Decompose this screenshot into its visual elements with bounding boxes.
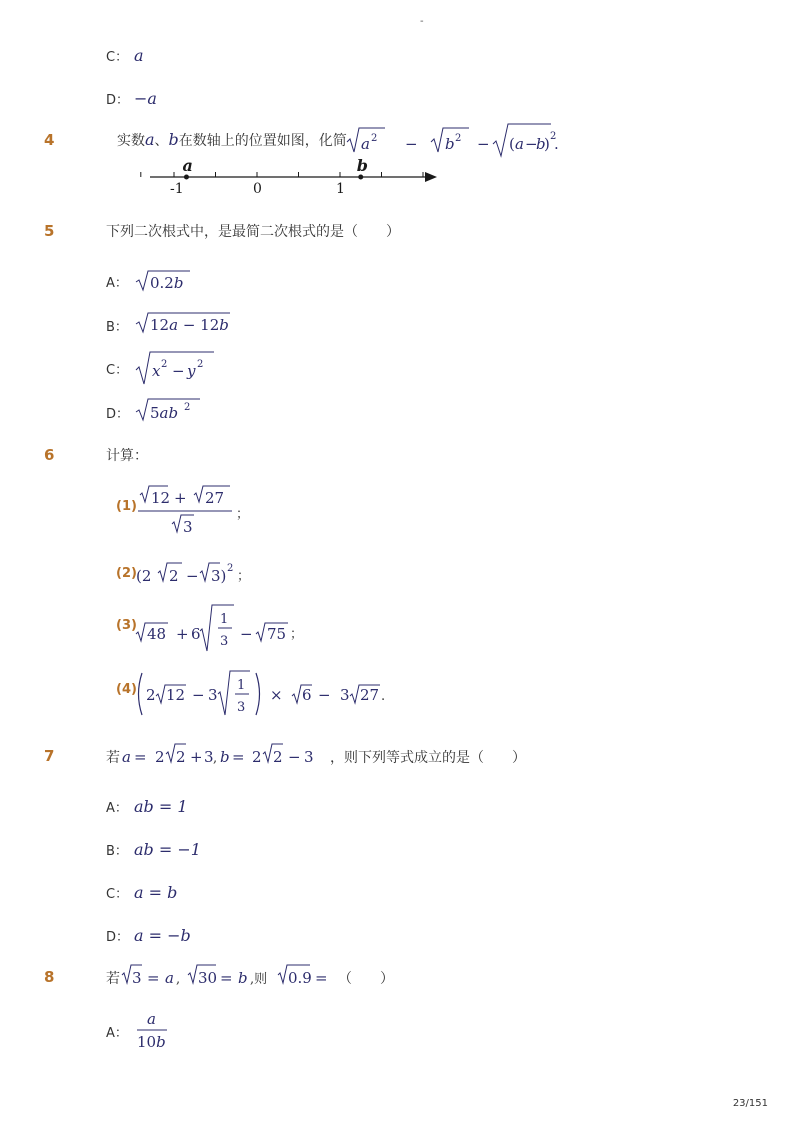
svg-text:): ) — [544, 135, 550, 153]
number-line-point-b — [358, 175, 363, 180]
q6-part-4-math — [134, 667, 394, 721]
svg-text:2: 2 — [550, 131, 557, 142]
svg-text:+: + — [190, 748, 203, 766]
svg-text:−: − — [192, 686, 205, 704]
option-label: A： — [106, 276, 128, 291]
q6-part-label: (3) — [116, 618, 137, 633]
svg-text:+: + — [174, 489, 187, 507]
q5-option-b-math — [134, 310, 234, 336]
option-label: D： — [106, 407, 130, 422]
q6-part-label: (1) — [116, 499, 137, 514]
svg-text:b: b — [238, 969, 248, 987]
option-math: −a — [134, 89, 157, 108]
svg-text:3: 3 — [340, 686, 350, 704]
svg-text:−: − — [240, 625, 253, 643]
svg-text:3: 3 — [304, 748, 314, 766]
svg-text:=: = — [315, 969, 328, 987]
option-label: A： — [106, 801, 128, 816]
svg-text:x: x — [152, 362, 161, 380]
number-line-point-label: b — [356, 156, 368, 175]
option-label: D： — [106, 93, 130, 108]
svg-text:b: b — [220, 748, 230, 766]
option-math: a = b — [134, 883, 178, 902]
svg-text:2: 2 — [155, 748, 165, 766]
svg-text:a: a — [361, 135, 370, 153]
q4-formula — [345, 122, 559, 158]
svg-text:b: b — [445, 135, 455, 153]
svg-text:−: − — [288, 748, 301, 766]
svg-text:b: b — [536, 135, 546, 153]
option-math: ab = −1 — [134, 840, 201, 859]
question-number: 7 — [44, 747, 55, 765]
svg-text:−: − — [477, 135, 490, 153]
q8-condition-math — [120, 958, 342, 990]
option-d-prev[interactable] — [106, 89, 157, 108]
number-line-label: 1 — [336, 181, 345, 197]
svg-text:3: 3 — [132, 969, 142, 987]
option-math: a = −b — [134, 926, 191, 945]
svg-text:y: y — [187, 362, 196, 380]
option-label: B： — [106, 844, 128, 859]
svg-text:5ab: 5ab — [150, 404, 179, 422]
q4-text-mid: 在数轴上的位置如图，化简 — [178, 133, 347, 149]
svg-text:27: 27 — [205, 489, 225, 507]
q7-condition-math — [120, 738, 332, 768]
svg-text:−: − — [525, 135, 538, 153]
option-label: A： — [106, 1026, 128, 1041]
q7-option-a[interactable] — [106, 797, 188, 816]
svg-text:2: 2 — [184, 402, 191, 413]
svg-text:3: 3 — [237, 700, 246, 715]
svg-text:1: 1 — [237, 678, 246, 693]
number-line-point-label: a — [182, 156, 193, 175]
svg-text:6: 6 — [302, 686, 312, 704]
svg-text:.: . — [381, 689, 386, 704]
svg-text:3: 3 — [208, 686, 218, 704]
option-label: C： — [106, 50, 129, 65]
q5-option-a[interactable] — [106, 272, 134, 291]
page-indicator: 23/151 — [732, 1098, 768, 1109]
q6-part-2-math — [134, 557, 252, 587]
svg-text:a: a — [147, 1010, 156, 1028]
svg-text:2: 2 — [455, 133, 462, 144]
svg-text:×: × — [270, 686, 283, 704]
svg-text:48: 48 — [147, 625, 167, 643]
svg-text:12a − 12b: 12a − 12b — [150, 316, 229, 334]
number-line — [140, 158, 445, 200]
q8-text-pre: 若 — [106, 971, 120, 987]
option-label: C： — [106, 363, 129, 378]
svg-text:,: , — [213, 751, 218, 766]
svg-text:=: = — [134, 748, 147, 766]
number-line-label: -1 — [170, 181, 184, 197]
q5-option-a-math — [134, 268, 194, 294]
svg-text:2: 2 — [146, 686, 156, 704]
q4-sep: 、 — [154, 133, 169, 149]
svg-text:−: − — [172, 362, 185, 380]
svg-text:2: 2 — [176, 748, 186, 766]
svg-text:3: 3 — [220, 634, 229, 649]
svg-text:−: − — [405, 135, 418, 153]
option-label: C： — [106, 887, 129, 902]
q4-var-b: b — [168, 130, 179, 149]
svg-text:(: ( — [509, 135, 515, 153]
option-c-prev[interactable] — [106, 46, 144, 65]
q7-option-b[interactable] — [106, 840, 201, 859]
q5-option-d-math — [134, 396, 204, 424]
svg-text:,则: ,则 — [250, 972, 268, 987]
question-4-text — [117, 130, 347, 150]
q5-option-c-math — [134, 348, 218, 388]
svg-text:75: 75 — [267, 625, 287, 643]
svg-text:+: + — [176, 625, 189, 643]
svg-text:3): 3) — [211, 567, 227, 585]
question-number: 6 — [44, 446, 55, 464]
svg-text:6: 6 — [191, 625, 201, 643]
question-6-text: 计算： — [106, 448, 148, 464]
q7-text-post: ，则下列等式成立的是（ ） — [330, 750, 526, 766]
svg-text:2: 2 — [273, 748, 283, 766]
number-line-label: 0 — [253, 181, 262, 197]
svg-text:30: 30 — [198, 969, 218, 987]
q5-option-d[interactable] — [106, 403, 134, 422]
svg-text:=: = — [232, 748, 245, 766]
q5-option-c[interactable] — [106, 359, 134, 378]
option-math: ab = 1 — [134, 797, 188, 816]
option-label: D： — [106, 930, 130, 945]
question-number: 8 — [44, 968, 55, 986]
q4-text-pre: 实数 — [117, 133, 145, 149]
svg-text:12: 12 — [166, 686, 186, 704]
svg-text:=: = — [147, 969, 160, 987]
q7-option-d[interactable] — [106, 926, 191, 945]
q8-option-a[interactable] — [106, 1022, 134, 1041]
q4-var-a: a — [145, 130, 155, 149]
svg-text:−: − — [318, 686, 331, 704]
svg-text:a: a — [165, 969, 174, 987]
svg-text:2: 2 — [161, 359, 168, 370]
svg-text:=: = — [220, 969, 233, 987]
question-number: 5 — [44, 222, 55, 240]
svg-text:0.9: 0.9 — [288, 969, 312, 987]
q8-option-a-math — [134, 1008, 174, 1052]
svg-text:.: . — [554, 135, 559, 153]
svg-text:10b: 10b — [137, 1033, 166, 1051]
q8-text-post: （ ） — [338, 971, 394, 987]
question-5-text: 下列二次根式中，是最简二次根式的是（ ） — [106, 224, 400, 240]
svg-text:a: a — [122, 748, 131, 766]
q6-part-label: (2) — [116, 566, 137, 581]
svg-text:2: 2 — [197, 359, 204, 370]
q7-text-pre: 若 — [106, 750, 120, 766]
header-mark: - — [420, 16, 424, 27]
svg-text:12: 12 — [151, 489, 171, 507]
svg-text:；: ； — [290, 627, 304, 642]
number-line-point-a — [184, 175, 189, 180]
svg-text:,: , — [176, 972, 181, 987]
q6-part-3-math — [134, 601, 334, 657]
svg-text:1: 1 — [220, 612, 229, 627]
option-label: B： — [106, 320, 128, 335]
svg-text:2: 2 — [252, 748, 262, 766]
svg-text:2: 2 — [169, 567, 179, 585]
svg-text:3: 3 — [204, 748, 214, 766]
q6-part-1-math — [136, 484, 250, 538]
q5-option-b[interactable] — [106, 316, 134, 335]
svg-text:2: 2 — [227, 563, 234, 574]
svg-text:−: − — [186, 567, 199, 585]
svg-text:；: ； — [237, 569, 251, 584]
q6-part-tail: ； — [236, 507, 250, 522]
svg-text:27: 27 — [360, 686, 380, 704]
question-number: 4 — [44, 131, 55, 149]
number-line-arrow — [425, 172, 437, 182]
option-math: a — [134, 46, 144, 65]
svg-text:a: a — [515, 135, 524, 153]
svg-text:2: 2 — [371, 133, 378, 144]
q6-part-label: (4) — [116, 682, 137, 697]
svg-text:(2: (2 — [136, 567, 152, 585]
svg-text:0.2b: 0.2b — [150, 274, 184, 292]
svg-text:3: 3 — [183, 518, 193, 536]
q7-option-c[interactable] — [106, 883, 177, 902]
